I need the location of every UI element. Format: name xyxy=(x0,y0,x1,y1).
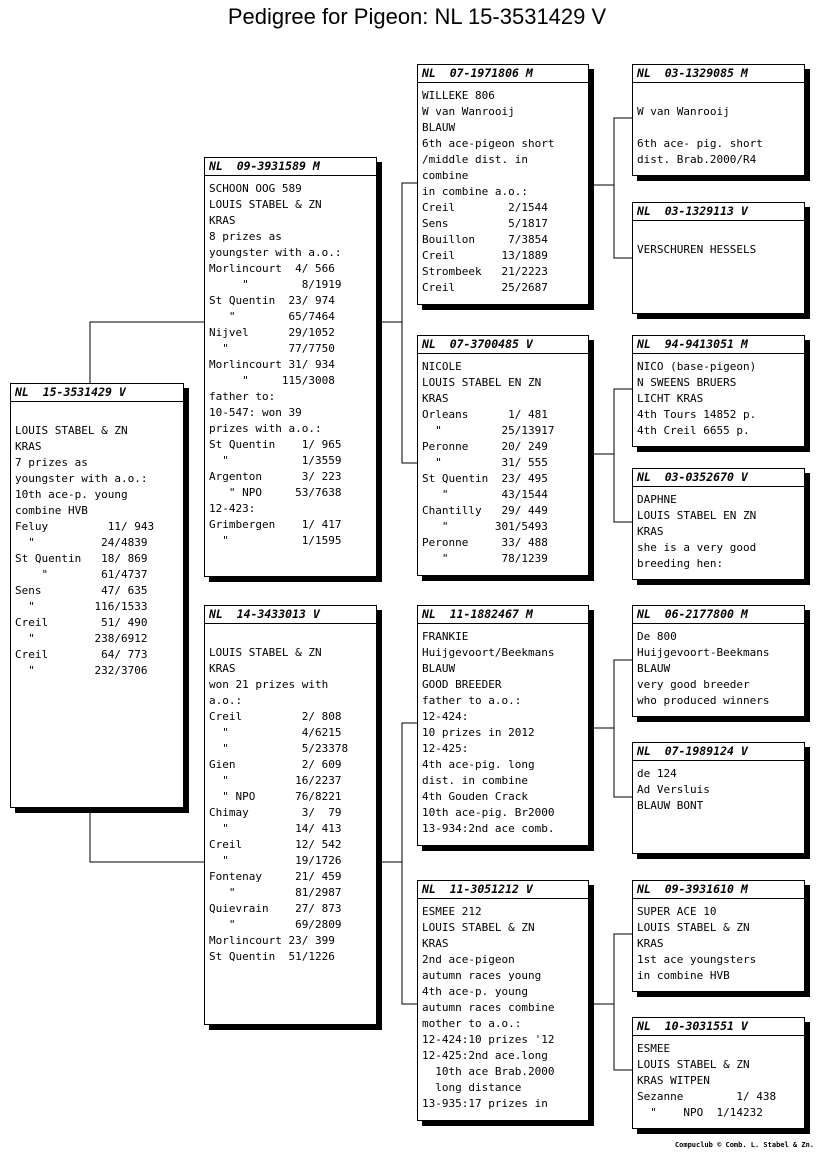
ring-number: NL 06-2177800 M xyxy=(633,606,804,624)
ring-number: NL 03-0352670 V xyxy=(633,469,804,487)
pedigree-card-father xyxy=(204,157,377,577)
ring-number: NL 07-1971806 M xyxy=(418,65,588,83)
pedigree-card-ff-mother xyxy=(632,202,805,314)
pedigree-card-mother-father xyxy=(417,605,589,846)
pedigree-card-mf-mother xyxy=(632,742,805,854)
pigeon-details: de 124 Ad Versluis BLAUW BONT xyxy=(637,767,710,812)
pedigree-card-mm-father xyxy=(632,880,805,992)
ring-number: NL 09-3931589 M xyxy=(205,158,376,176)
ring-number: NL 09-3931610 M xyxy=(633,881,804,899)
pigeon-details: DAPHNE LOUIS STABEL EN ZN KRAS she is a very good breeding hen: xyxy=(637,493,757,570)
ring-number: NL 10-3031551 V xyxy=(633,1018,804,1036)
pigeon-details: SUPER ACE 10 LOUIS STABEL & ZN KRAS 1st ace youngsters in combine HVB xyxy=(637,905,757,982)
pigeon-details: ESMEE LOUIS STABEL & ZN KRAS WITPEN Sezanne 1/ 438 " NPO 1/14232 xyxy=(637,1042,777,1119)
ring-number: NL 07-1989124 V xyxy=(633,743,804,761)
pigeon-details: LOUIS STABEL & ZN KRAS 7 prizes as youngster with a.o.: 10th ace-p. young combine HVB Feluy 11/ 943 " 24/4839 St Quentin 18/ 869 " 61/4737 Sens 47/ 635 " 116/1533 Creil 51/ 490 " 238/6912 Creil 64/ 773 " 232/3706 xyxy=(15,424,155,677)
pedigree-card-mf-father xyxy=(632,605,805,717)
page-title: Pedigree for Pigeon: NL 15-3531429 V xyxy=(227,4,607,29)
pigeon-details: NICOLE LOUIS STABEL EN ZN KRAS Orleans 1/ 481 " 25/13917 Peronne 20/ 249 " 31/ 555 St Quentin 23/ 495 " 43/1544 Chantilly 29/ 449 " 301/5493 Peronne 33/ 488 " 78/1239 xyxy=(422,360,555,565)
pigeon-details: VERSCHUREN HESSELS xyxy=(637,243,757,256)
pigeon-details: NICO (base-pigeon) N SWEENS BRUERS LICHT KRAS 4th Tours 14852 p. 4th Creil 6655 p. xyxy=(637,360,757,437)
pedigree-card-fm-mother xyxy=(632,468,805,580)
ring-number: NL 15-3531429 V xyxy=(11,384,183,402)
ring-number: NL 14-3433013 V xyxy=(205,606,376,624)
ring-number: NL 94-9413051 M xyxy=(633,336,804,354)
pigeon-details: W van Wanrooij 6th ace- pig. short dist. Brab.2000/R4 xyxy=(637,105,763,166)
ring-number: NL 07-3700485 V xyxy=(418,336,588,354)
pigeon-details: FRANKIE Huijgevoort/Beekmans BLAUW GOOD BREEDER father to a.o.: 12-424: 10 prizes in 2012 12-425: 4th ace-pig. long dist. in combine 4th Gouden Crack 10th ace-pig. Br2000 13-934:2nd ace comb. xyxy=(422,630,555,835)
pedigree-card-father-father xyxy=(417,64,589,305)
pedigree-card-mm-mother xyxy=(632,1017,805,1129)
ring-number: NL 11-1882467 M xyxy=(418,606,588,624)
copyright-footer: Compuclub © Comb. L. Stabel & Zn. xyxy=(674,1141,814,1149)
pigeon-details: SCHOON OOG 589 LOUIS STABEL & ZN KRAS 8 prizes as youngster with a.o.: Morlincourt 4/ 566 " 8/1919 St Quentin 23/ 974 " 65/7464 Nijvel 29/1052 " 77/7750 Morlincourt 31/ 934 " 115/3008 father to: 10-547: won 39 prizes with a.o.: St Quentin 1/ 965 " 1/3559 Argenton 3/ 223 " NPO 53/7638 12-423: Grimbergen 1/ 417 " 1/1595 xyxy=(209,182,342,547)
pigeon-details: ESMEE 212 LOUIS STABEL & ZN KRAS 2nd ace-pigeon autumn races young 4th ace-p. young autumn races combine mother to a.o.: 12-424:10 prizes '12 12-425:2nd ace.long 10th ace Brab.2000 long distance 13-935:17 prizes in xyxy=(422,905,555,1110)
pigeon-details: LOUIS STABEL & ZN KRAS won 21 prizes with a.o.: Creil 2/ 808 " 4/6215 " 5/23378 Gien 2/ 609 " 16/2237 " NPO 76/8221 Chimay 3/ 79 " 14/ 413 Creil 12/ 542 " 19/1726 Fontenay 21/ 459 " 81/2987 Quievrain 27/ 873 " 69/2809 Morlincourt 23/ 399 St Quentin 51/1226 xyxy=(209,646,349,963)
pedigree-card-father-mother xyxy=(417,335,589,576)
pigeon-details: De 800 Huijgevoort-Beekmans BLAUW very good breeder who produced winners xyxy=(637,630,770,707)
ring-number: NL 03-1329113 V xyxy=(633,203,804,221)
pedigree-card-ff-father xyxy=(632,64,805,176)
pedigree-card-fm-father xyxy=(632,335,805,447)
pigeon-details: WILLEKE 806 W van Wanrooij BLAUW 6th ace-pigeon short /middle dist. in combine in combine a.o.: Creil 2/1544 Sens 5/1817 Bouillon 7/3854 Creil 13/1889 Strombeek 21/2223 Creil 25/2687 xyxy=(422,89,555,294)
ring-number: NL 11-3051212 V xyxy=(418,881,588,899)
pedigree-card-mother xyxy=(204,605,377,1025)
pedigree-card-subject xyxy=(10,383,184,808)
pedigree-card-mother-mother xyxy=(417,880,589,1121)
ring-number: NL 03-1329085 M xyxy=(633,65,804,83)
